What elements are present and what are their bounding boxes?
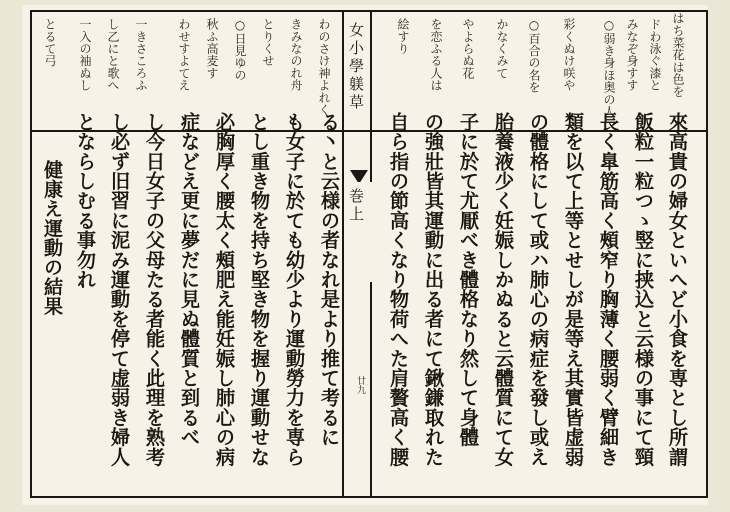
book-title: 女小學躾草 [347,22,365,112]
upper-right-note-line: 絵すり [396,18,410,55]
main-text-line: し必ず旧習に泥み運動を停て虚弱き婦人 [108,112,131,467]
upper-right-note-line: ○百合の名を [527,18,541,94]
upper-left-note-line: わせすよてえ [177,18,191,92]
upper-right-note-line: やよらぬ花 [461,18,475,79]
upper-left-note-line: し乙にと歌へ [106,18,120,92]
page-number: 廿九 [355,376,365,394]
main-text-line: とし重き物を持ち堅き物を握り運動せな [248,112,271,467]
main-text-line: 長く臯筋高く頰窄り胸薄く腰弱く臂細き [597,112,620,467]
main-text-line: 自ら指の節高くなり物荷へた肩贅高く腰 [387,112,410,467]
upper-right-note-line: かなくみて [495,18,509,79]
volume-label: 巻上 [347,188,365,224]
main-text-line: 症などえ更に夢だに見ぬ體質と到るべ [178,112,201,447]
main-text-line: 子に於て尤厭べき體格なり然して身體 [457,112,480,447]
main-text-line: し今日女子の父母たる者能く此理を熟考 [143,112,166,467]
upper-left-note-line: きみなのれ舟 [289,18,303,92]
upper-left-note-line: ○日見ゆの [233,18,247,81]
upper-right-note-line: を恋ふる人は [429,18,443,92]
upper-left-note-line: 秋ふ高麦す [205,18,219,79]
upper-left-note-line: わのさけ神よれく [317,18,331,116]
main-text-line: 來高貴の婦女といへど小食を専とし所謂 [666,112,689,467]
upper-right-note-line: ○弱き身ほ奥の人 [602,18,616,118]
main-text-line: の體格にして或ハ肺心の病症を發し或え [527,112,550,467]
section-heading: 健康え運動の結果 [41,160,63,316]
main-text-line: 飯粒一粒つゝ竪に挟込と云様の事にて頸 [632,112,655,467]
upper-left-note-line: とりくせ [261,18,275,67]
main-text-line: 必胸厚く腰太く頰肥え能妊娠し肺心の病 [213,112,236,467]
main-text-line: も女子に於ても幼少より運動勞力を専ら [283,112,306,467]
upper-right-note-line: はち菜花は色を [671,12,685,98]
main-text-line: とならしむる事勿れ [74,112,97,290]
upper-right-note-line: ドわ泳ぐ漆と [648,18,662,92]
main-text-line: 類を以て上等とせしが是等え其實皆虚弱 [562,112,585,467]
upper-right-note-line: みなぞ身すす [625,18,639,92]
main-text-line: 胎養液少く妊娠しかぬると云體質にて女 [492,112,515,467]
upper-left-note-line: 一きさころふ [134,18,148,92]
upper-left-note-line: 一入の袖ぬし [78,18,92,92]
main-text-line: る丶と云様の者なれ是より推て考るに [318,112,341,447]
main-text-line: の強壯皆其運動に出る者にて鍬鎌取れた [422,112,445,467]
upper-right-note-line: 彩くぬけ咲や [562,18,576,92]
upper-left-note-line: とるて弓 [43,18,57,67]
